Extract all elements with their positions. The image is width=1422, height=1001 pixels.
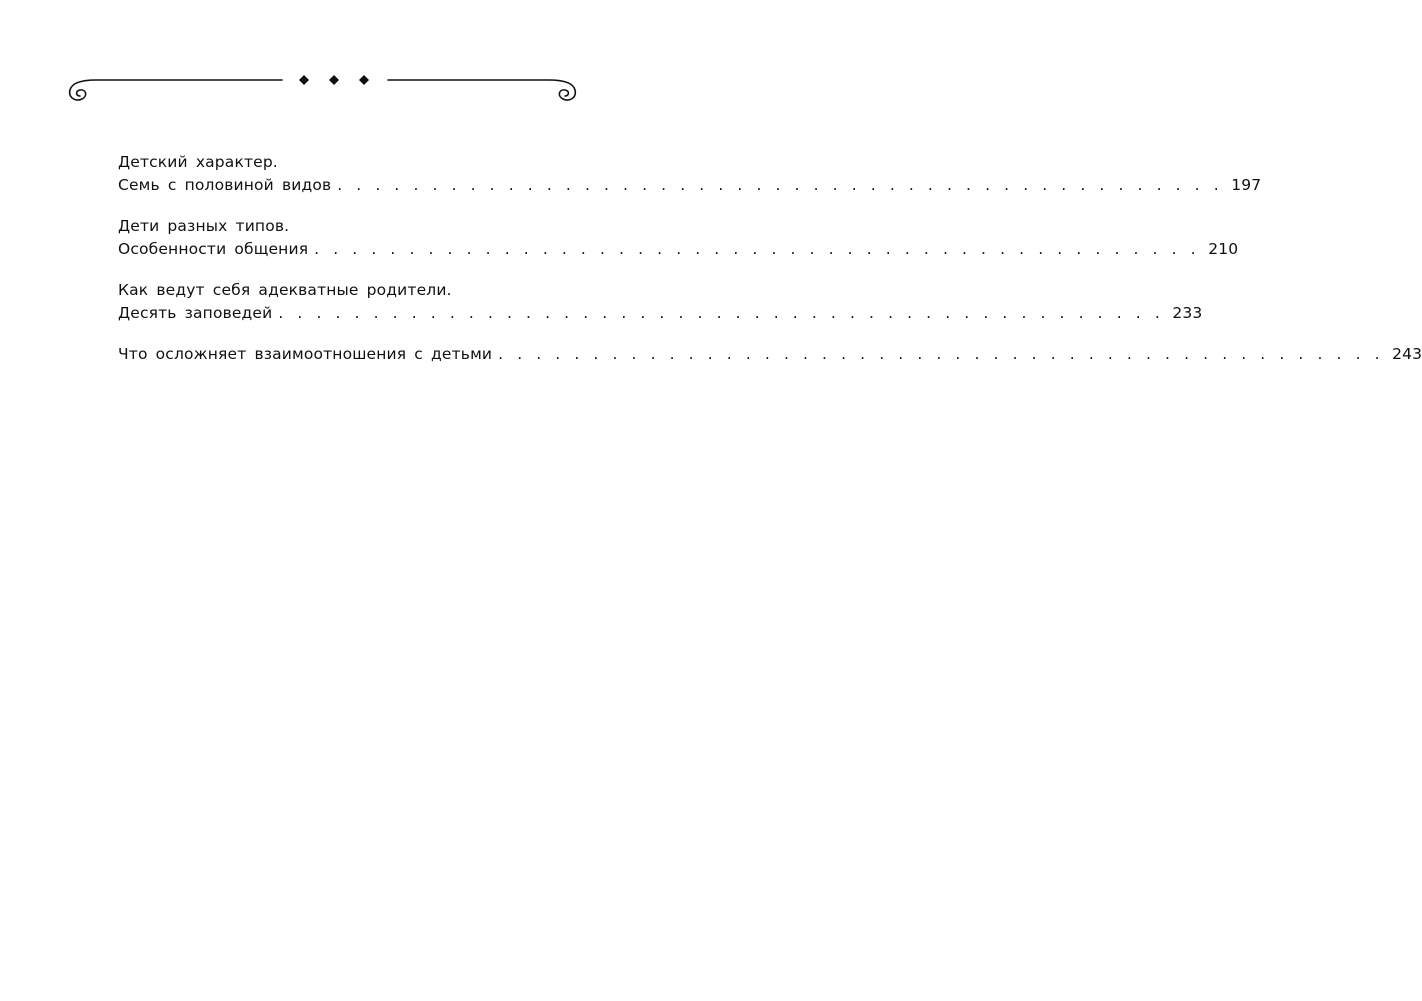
table-of-contents — [118, 151, 1422, 384]
toc-entry-title: Как ведут себя адекватные родители. — [118, 281, 452, 299]
toc-entry[interactable] — [118, 215, 1239, 261]
toc-entry-leader-line — [118, 343, 1422, 366]
page-number: 197 — [1231, 176, 1262, 194]
toc-entry-leader-line — [118, 174, 1262, 197]
toc-entry-subtitle: Семь с половиной видов — [118, 176, 332, 194]
page-number: 210 — [1208, 240, 1239, 258]
page-number: 243 — [1392, 345, 1422, 363]
toc-entry-title: Дети разных типов. — [118, 217, 290, 235]
toc-entry-title: Детский характер. — [118, 153, 278, 171]
header-ornament — [0, 66, 645, 110]
ornament-left-swirl-icon — [70, 80, 282, 100]
toc-entry[interactable] — [118, 151, 1262, 197]
toc-entry[interactable] — [118, 343, 1422, 366]
toc-entry-leader-line — [118, 238, 1239, 261]
ornament-diamond-icon — [329, 75, 339, 85]
dot-leader: . . . . . . . . . . . . . . . . . . . . . . . . . . . . . . . . . . . . . . . . . . . . . . . — [337, 176, 1224, 194]
page-number: 233 — [1172, 304, 1203, 322]
toc-entry-title: Что осложняет взаимоотношения с детьми — [118, 345, 493, 363]
toc-entry-leader-line — [118, 302, 1203, 325]
toc-entry-subtitle: Особенности общения — [118, 240, 309, 258]
ornament-diamond-icon — [299, 75, 309, 85]
ornament-right-swirl-icon — [388, 80, 575, 100]
ornament-diamond-icon — [359, 75, 369, 85]
toc-entry-subtitle: Десять заповедей — [118, 304, 273, 322]
dot-leader: . . . . . . . . . . . . . . . . . . . . . . . . . . . . . . . . . . . . . . . . . . . . . . . — [314, 240, 1201, 258]
dot-leader: . . . . . . . . . . . . . . . . . . . . . . . . . . . . . . . . . . . . . . . . . . . . . . . — [278, 304, 1165, 322]
toc-entry[interactable] — [118, 279, 1203, 325]
dot-leader: . . . . . . . . . . . . . . . . . . . . . . . . . . . . . . . . . . . . . . . . . . . . . . . — [498, 345, 1385, 363]
